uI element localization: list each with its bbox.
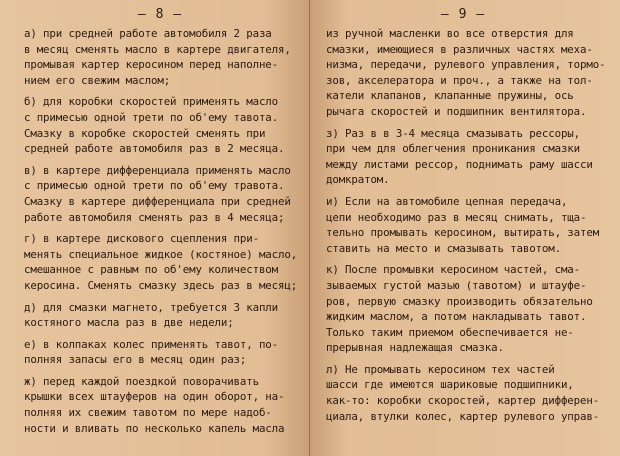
text-line: рычага скоростей и подшипник вентилятора. bbox=[326, 104, 587, 118]
text-line: промывая картер керосином перед наполне- bbox=[24, 58, 279, 72]
text-line: Только таким приемом обеспечивается не- bbox=[326, 325, 574, 339]
text-line: катели клапанов, клапанные пружины, ось bbox=[326, 89, 574, 103]
text-line: менять специальное жидкое (костяное) масло, bbox=[24, 247, 298, 261]
text-line: зываемых густой мазью (тавотом) и штауфе- bbox=[326, 278, 587, 292]
paragraph bbox=[24, 26, 296, 88]
text-line: нием его свежим маслом; bbox=[24, 73, 171, 87]
right-page bbox=[310, 0, 620, 456]
text-line: в месяц сменять масло в картере двигателя, bbox=[24, 42, 291, 56]
paragraph bbox=[326, 262, 600, 356]
paragraph bbox=[24, 94, 296, 156]
text-line: тельно промывать керосином, вытирать, затем bbox=[326, 226, 600, 240]
text-line: ж) перед каждой поездкой поворачивать bbox=[24, 374, 259, 388]
text-line: и) Если на автомобиле цепная передача, bbox=[326, 194, 568, 208]
text-line: е) в колпаках колес применять тавот, по- bbox=[24, 337, 279, 351]
text-line: полняя их свежим тавотом по мере надоб- bbox=[24, 406, 272, 420]
text-line: смазки, имеющиеся в различных частях меха- bbox=[326, 42, 593, 56]
text-line: керосина. Сменять смазку здесь раз в месяц; bbox=[24, 278, 298, 292]
text-line: ров, первую смазку производить обязательно bbox=[326, 294, 593, 308]
text-line: б) для коробки скоростей применять масло bbox=[24, 95, 279, 109]
text-line: циала, втулки колес, картер рулевого управ- bbox=[326, 409, 600, 423]
text-line: з) Раз в в 3-4 месяца смазывать рессоры, bbox=[326, 126, 581, 140]
paragraph bbox=[24, 231, 296, 293]
text-line: работе автомобиля сменять раз в 4 месяца; bbox=[24, 210, 285, 224]
text-line: как-то: коробки скоростей, картер дифферен- bbox=[326, 394, 600, 408]
text-line: с примесью одной трети по об'ему травота. bbox=[24, 179, 285, 193]
text-line: с примесью одной трети по об'ему тавота. bbox=[24, 110, 279, 124]
text-line: при чем для облегчения проникания смазки bbox=[326, 142, 581, 156]
paragraph bbox=[326, 194, 600, 256]
text-line: к) После промывки керосином частей, сма- bbox=[326, 263, 581, 277]
text-line: а) при средней работе автомобиля 2 раза bbox=[24, 27, 272, 40]
text-line: средней работе автомобиля раз в 2 месяца. bbox=[24, 142, 285, 156]
text-line: между листами рессор, поднимать раму шасси bbox=[326, 157, 593, 171]
text-line: из ручной масленки во все отверстия для bbox=[326, 27, 574, 40]
page-text bbox=[24, 26, 296, 436]
text-line: полняя запасы его в месяц один раз; bbox=[24, 353, 247, 367]
text-line: шасси где имеются шариковые подшипники, bbox=[326, 378, 574, 392]
paragraph bbox=[24, 163, 296, 225]
text-line: Смазку в картере дифференциала при средней bbox=[24, 194, 291, 208]
text-line: домкратом. bbox=[326, 173, 390, 187]
text-line: цепи необходимо раз в месяц снимать, тща- bbox=[326, 210, 587, 224]
text-line: л) Не промывать керосином тех частей bbox=[326, 362, 555, 376]
page-number: — 8 — bbox=[137, 7, 183, 22]
text-line: смешанное с равным по об'ему количеством bbox=[24, 263, 279, 277]
paragraph bbox=[326, 126, 600, 188]
paragraph bbox=[24, 374, 296, 436]
page-number: — 9 — bbox=[440, 7, 486, 22]
text-line: костяного масла раз в две недели; bbox=[24, 316, 234, 330]
text-line: крышки всех штауферов на один оборот, на- bbox=[24, 390, 285, 404]
text-line: д) для смазки магнето, требуется 3 капли bbox=[24, 300, 279, 314]
paragraph bbox=[24, 300, 296, 331]
text-line: прерывная надлежащая смазка. bbox=[326, 341, 504, 355]
page-text bbox=[326, 26, 606, 424]
text-line: ности и вливать по несколько капель масла bbox=[24, 421, 285, 435]
text-line: низма, передачи, рулевого управления, тормо- bbox=[326, 58, 606, 72]
paragraph bbox=[24, 337, 296, 368]
text-line: ставить на место и смазывать тавотом. bbox=[326, 241, 561, 255]
text-line: зов, акселератора и проч., а также на тол- bbox=[326, 73, 593, 87]
text-line: в) в картере дифференциала применять масло bbox=[24, 163, 291, 177]
text-line: г) в картере дискового сцепления при- bbox=[24, 232, 259, 246]
text-line: жидким маслом, а потом накладывать тавот. bbox=[326, 310, 587, 324]
text-line: Смазку в коробке скоростей сменять при bbox=[24, 126, 266, 140]
paragraph bbox=[326, 362, 600, 424]
paragraph bbox=[326, 26, 606, 120]
